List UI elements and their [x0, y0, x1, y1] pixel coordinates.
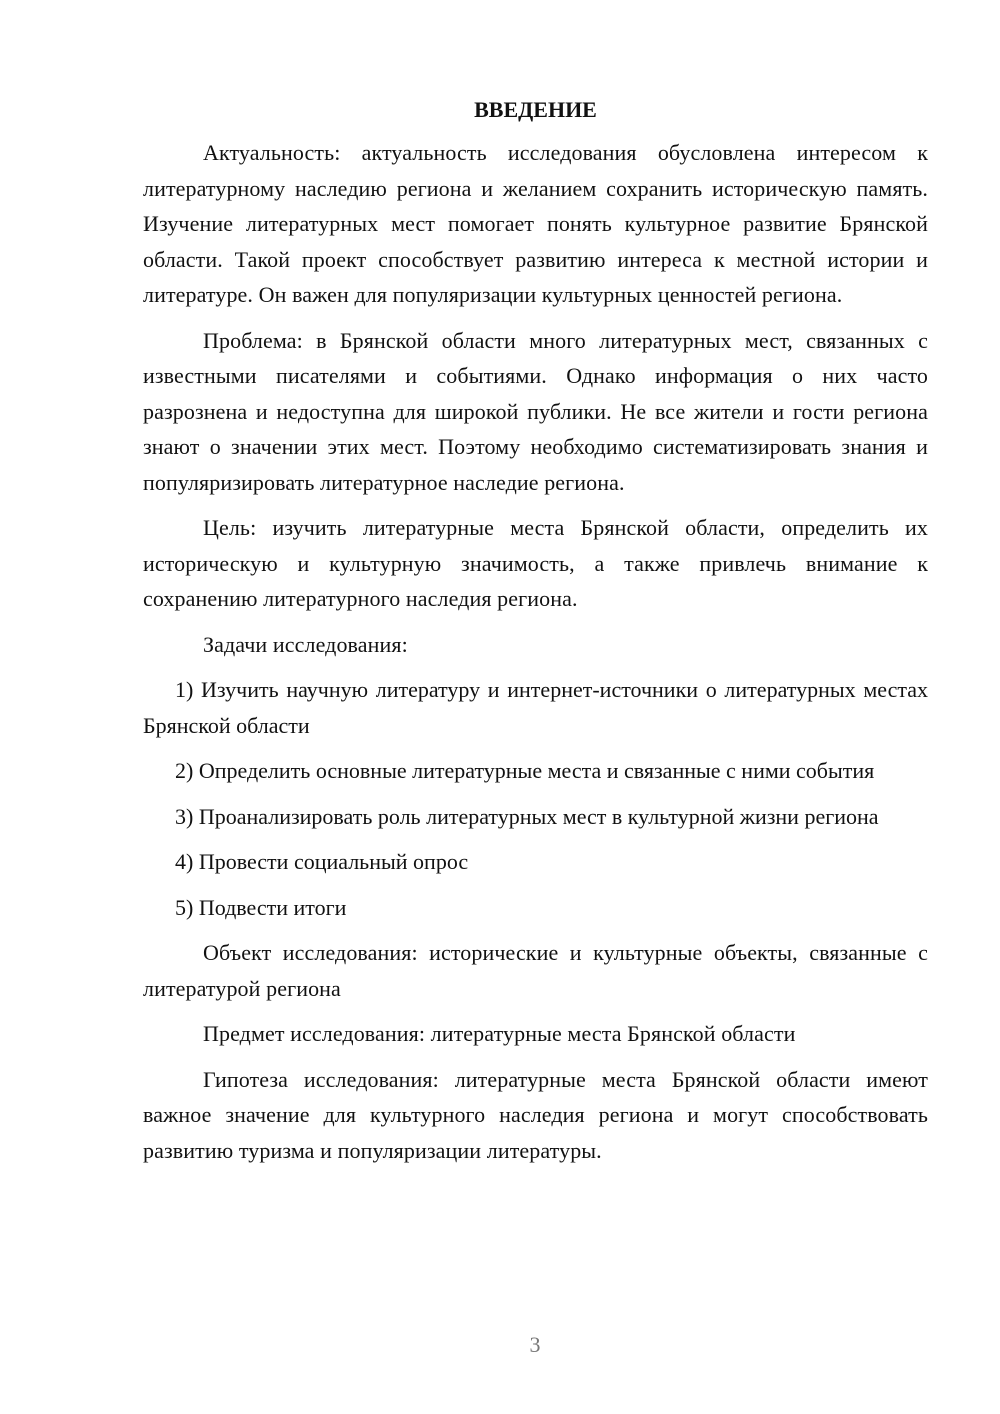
task-item: 2) Определить основные литературные места и связанные с ними события: [175, 758, 875, 783]
tasks-title: Задачи исследования:: [203, 631, 408, 657]
problem-paragraph: Проблема: в Брянской области много литературных мест, связанных с известными писателями и событиями. Однако информация о них часто разрознена и недоступна для широкой публики. Не все жители и гости региона знают о значении этих мест. Поэтому необходимо систематизировать знания и популяризировать литературное наследие региона.: [143, 327, 928, 495]
task-item: 5) Подвести итоги: [175, 894, 347, 920]
goal-paragraph: Цель: изучить литературные места Брянской области, определить их историческую и культурную значимость, а также привлечь внимание к сохранению литературного наследия региона.: [143, 515, 928, 611]
document-page: [143, 92, 928, 1178]
task-item: 3) Проанализировать роль литературных мест в культурной жизни региона: [175, 803, 879, 829]
task-item: 4) Провести социальный опрос: [175, 849, 469, 874]
page-number: 3: [529, 1332, 541, 1357]
subject-paragraph: Предмет исследования: литературные места Брянской области: [203, 1021, 796, 1046]
object-paragraph: Объект исследования: исторические и культурные объекты, связанные с литературой региона: [143, 940, 928, 1001]
hypothesis-paragraph: Гипотеза исследования: литературные места Брянской области имеют важное значение для культурного наследия региона и могут способствовать развитию туризма и популяризации литературы.: [143, 1066, 928, 1163]
task-item: 1) Изучить научную литературу и интернет-источники о литературных местах Брянской области: [143, 677, 928, 738]
relevance-paragraph: Актуальность: актуальность исследования обусловлена интересом к литературному наследию региона и желанием сохранить историческую память. Изучение литературных мест помогает понять культурное развитие Брянской области. Такой проект способствует развитию интереса к местной истории и литературе. Он важен для популяризации культурных ценностей региона.: [143, 140, 928, 307]
page-title: ВВЕДЕНИЕ: [474, 97, 597, 122]
